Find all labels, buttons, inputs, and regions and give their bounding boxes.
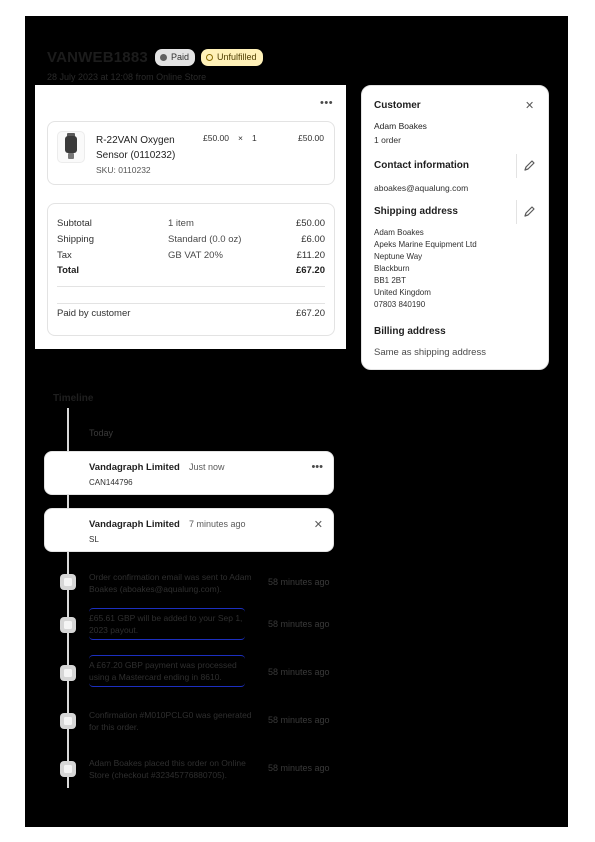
timeline-today-label: Today: [89, 428, 114, 438]
summary-amount: £6.00: [301, 234, 325, 245]
timeline-bullet-icon: [60, 574, 76, 590]
summary-label: Total: [57, 265, 79, 276]
timeline-comment-card: [44, 508, 334, 552]
timeline-bullet-icon: [60, 761, 76, 777]
paid-badge-label: Paid: [171, 52, 190, 62]
summary-divider: [57, 303, 325, 304]
comment-time: Just now: [189, 462, 225, 472]
edit-shipping-button[interactable]: [516, 200, 540, 224]
product-name[interactable]: R-22VAN Oxygen Sensor (0110232): [96, 135, 176, 161]
product-sku: SKU: 0110232: [96, 165, 151, 175]
times-sign: ×: [238, 133, 243, 143]
timeline-bullet-icon: [60, 617, 76, 633]
payment-summary-card: [47, 203, 335, 336]
summary-row-tax: [57, 250, 325, 263]
comment-author: Vandagraph Limited: [89, 519, 180, 530]
line-item-card: [47, 121, 335, 185]
summary-divider: [57, 286, 325, 287]
summary-detail: GB VAT 20%: [168, 250, 223, 261]
timeline-event-text: Adam Boakes placed this order on Online Store (checkout #32345776880705).: [89, 758, 246, 780]
summary-row-paid: [57, 308, 325, 321]
paid-badge: [155, 49, 195, 66]
customer-heading: Customer: [374, 100, 421, 111]
timeline-event-link[interactable]: £65.61 GBP will be added to your Sep 1, 2023 payout.: [89, 608, 245, 640]
comment-author: Vandagraph Limited: [89, 462, 180, 473]
comment-time: 7 minutes ago: [189, 519, 246, 529]
paid-by-customer-label: Paid by customer: [57, 308, 131, 319]
summary-row-subtotal: [57, 218, 325, 231]
customer-email[interactable]: aboakes@aqualung.com: [374, 183, 469, 193]
address-line: Neptune Way: [374, 252, 423, 261]
address-line: United Kingdom: [374, 288, 431, 297]
comment-text: CAN144796: [89, 478, 133, 487]
unfulfilled-dot-icon: [206, 54, 213, 61]
address-line: Blackburn: [374, 264, 410, 273]
pencil-icon: [517, 154, 541, 178]
shipping-heading: Shipping address: [374, 206, 458, 217]
timeline-event-time: 58 minutes ago: [268, 619, 330, 629]
unfulfilled-badge: [201, 49, 263, 66]
line-total: £50.00: [298, 133, 324, 143]
summary-detail: Standard (0.0 oz): [168, 234, 242, 245]
unfulfilled-badge-label: Unfulfilled: [217, 52, 257, 62]
timeline-event-time: 58 minutes ago: [268, 715, 330, 725]
address-line: Adam Boakes: [374, 228, 424, 237]
customer-order-count[interactable]: 1 order: [374, 135, 401, 145]
timeline-event-link[interactable]: A £67.20 GBP payment was processed using a Mastercard ending in 8610.: [89, 655, 245, 687]
comment-more-icon[interactable]: •••: [311, 461, 323, 473]
address-line: Apeks Marine Equipment Ltd: [374, 240, 477, 249]
timeline-heading: Timeline: [53, 393, 94, 404]
timeline-event-text: Order confirmation email was sent to Adam Boakes (aboakes@aqualung.com).: [89, 572, 252, 594]
order-number: VANWEB1883: [47, 49, 148, 66]
summary-label: Shipping: [57, 234, 94, 245]
quantity: 1: [252, 133, 257, 143]
comment-close-icon[interactable]: ✕: [313, 519, 323, 531]
customer-name[interactable]: Adam Boakes: [374, 121, 427, 131]
summary-row-shipping: [57, 234, 325, 247]
shipping-address: [374, 227, 477, 311]
billing-heading: Billing address: [374, 326, 446, 337]
comment-text: SL: [89, 535, 99, 544]
remove-customer-close-icon[interactable]: ✕: [525, 100, 535, 112]
summary-detail: 1 item: [168, 218, 194, 229]
sensor-body-shape: [65, 136, 77, 153]
timeline-bullet-icon: [60, 713, 76, 729]
customer-card: [361, 85, 549, 370]
summary-row-total: [57, 265, 325, 278]
more-actions-icon[interactable]: •••: [320, 97, 334, 109]
summary-label: Subtotal: [57, 218, 92, 229]
timeline-comment-card: [44, 451, 334, 495]
paid-dot-icon: [160, 54, 167, 61]
summary-amount: £11.20: [296, 250, 325, 261]
timeline-bullet-icon: [60, 665, 76, 681]
summary-amount: £50.00: [295, 218, 325, 229]
address-line: BB1 2BT: [374, 276, 407, 285]
summary-amount: £67.20: [295, 265, 325, 276]
edit-contact-button[interactable]: [516, 154, 540, 178]
timeline-event-time: 58 minutes ago: [268, 577, 330, 587]
contact-heading: Contact information: [374, 160, 469, 171]
pencil-icon: [517, 200, 541, 224]
paid-by-customer-amount: £67.20: [295, 308, 325, 319]
order-subtitle: 28 July 2023 at 12:08 from Online Store: [47, 72, 207, 82]
unit-price: £50.00: [203, 133, 229, 143]
timeline-event-time: 58 minutes ago: [268, 763, 330, 773]
billing-text: Same as shipping address: [374, 347, 486, 358]
timeline-event-text: Confirmation #M010PCLG0 was generated for this order.: [89, 710, 252, 732]
product-thumbnail: [57, 131, 85, 163]
summary-label: Tax: [57, 250, 72, 261]
sensor-base-shape: [68, 153, 74, 159]
timeline-event-time: 58 minutes ago: [268, 667, 330, 677]
address-line: 07803 840190: [374, 300, 426, 309]
